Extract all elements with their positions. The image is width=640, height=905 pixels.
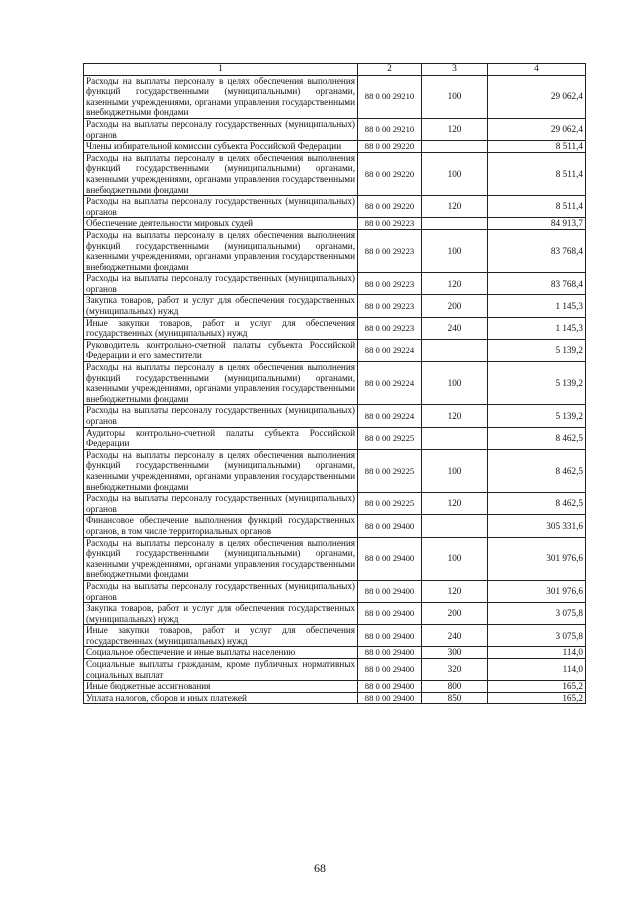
table-row [84,141,586,153]
row-code-cell: 88 0 00 29220 [358,141,422,153]
row-expense-type-cell: 100 [422,229,488,272]
row-amount-cell: 83 768,4 [488,229,586,272]
row-code-cell: 88 0 00 29400 [358,647,422,659]
table-row [84,515,586,537]
row-code-cell: 88 0 00 29400 [358,681,422,693]
row-code-cell: 88 0 00 29400 [358,692,422,704]
row-name-cell: Члены избирательной комиссии субъекта Российской Федерации [84,141,358,153]
header-col-1: 1 [84,64,358,76]
row-expense-type-cell: 100 [422,537,488,580]
row-name-cell: Расходы на выплаты персоналу в целях обеспечения выполнения функций государственными (муниципальными) органами, казенными учреждениями, органами управления государственными внебюджетными фондами [84,362,358,405]
row-amount-cell: 165,2 [488,692,586,704]
row-code-cell: 88 0 00 29223 [358,273,422,295]
row-expense-type-cell: 240 [422,625,488,647]
row-amount-cell: 5 139,2 [488,362,586,405]
row-amount-cell: 301 976,6 [488,537,586,580]
row-expense-type-cell: 100 [422,152,488,195]
row-code-cell: 88 0 00 29220 [358,196,422,218]
row-code-cell: 88 0 00 29225 [358,493,422,515]
row-amount-cell: 29 062,4 [488,75,586,118]
table-row [84,493,586,515]
table-row [84,196,586,218]
row-name-cell: Закупка товаров, работ и услуг для обеспечения государственных (муниципальных) нужд [84,603,358,625]
row-amount-cell: 8 462,5 [488,493,586,515]
row-code-cell: 88 0 00 29400 [358,603,422,625]
row-name-cell: Расходы на выплаты персоналу в целях обеспечения выполнения функций государственными (муниципальными) органами, казенными учреждениями, органами управления государственными внебюджетными фондами [84,152,358,195]
row-amount-cell: 84 913,7 [488,218,586,230]
row-expense-type-cell [422,339,488,361]
row-name-cell: Расходы на выплаты персоналу государственных (муниципальных) органов [84,493,358,515]
row-name-cell: Расходы на выплаты персоналу в целях обеспечения выполнения функций государственными (муниципальными) органами, казенными учреждениями, органами управления государственными внебюджетными фондами [84,449,358,492]
row-name-cell: Финансовое обеспечение выполнения функций государственных органов, в том числе территориальных органов [84,515,358,537]
table-row [84,405,586,427]
row-name-cell: Иные закупки товаров, работ и услуг для обеспечения государственных (муниципальных) нужд [84,317,358,339]
table-row [84,449,586,492]
row-code-cell: 88 0 00 29223 [358,295,422,317]
table-row [84,218,586,230]
row-amount-cell: 165,2 [488,681,586,693]
table-row [84,692,586,704]
row-expense-type-cell: 800 [422,681,488,693]
header-col-2: 2 [358,64,422,76]
row-amount-cell: 8 511,4 [488,141,586,153]
row-expense-type-cell: 320 [422,659,488,681]
row-amount-cell: 8 511,4 [488,152,586,195]
table-body [84,75,586,704]
row-name-cell: Расходы на выплаты персоналу в целях обеспечения выполнения функций государственными (муниципальными) органами, казенными учреждениями, органами управления государственными внебюджетными фондами [84,537,358,580]
row-name-cell: Расходы на выплаты персоналу в целях обеспечения выполнения функций государственными (муниципальными) органами, казенными учреждениями, органами управления государственными внебюджетными фондами [84,75,358,118]
row-amount-cell: 83 768,4 [488,273,586,295]
table-row [84,427,586,449]
row-expense-type-cell: 100 [422,449,488,492]
row-code-cell: 88 0 00 29223 [358,317,422,339]
row-expense-type-cell: 120 [422,273,488,295]
row-code-cell: 88 0 00 29225 [358,427,422,449]
row-code-cell: 88 0 00 29400 [358,659,422,681]
row-code-cell: 88 0 00 29400 [358,580,422,602]
row-name-cell: Расходы на выплаты персоналу государственных (муниципальных) органов [84,196,358,218]
row-name-cell: Расходы на выплаты персоналу государственных (муниципальных) органов [84,118,358,140]
row-name-cell: Обеспечение деятельности мировых судей [84,218,358,230]
row-code-cell: 88 0 00 29210 [358,118,422,140]
row-amount-cell: 305 331,6 [488,515,586,537]
row-expense-type-cell: 120 [422,580,488,602]
row-name-cell: Расходы на выплаты персоналу государственных (муниципальных) органов [84,580,358,602]
row-expense-type-cell: 120 [422,405,488,427]
row-name-cell: Расходы на выплаты персоналу государственных (муниципальных) органов [84,405,358,427]
row-amount-cell: 29 062,4 [488,118,586,140]
row-code-cell: 88 0 00 29223 [358,218,422,230]
table-row [84,295,586,317]
header-col-4: 4 [488,64,586,76]
row-expense-type-cell: 100 [422,75,488,118]
table-row [84,152,586,195]
budget-table [83,63,586,704]
row-name-cell: Аудиторы контрольно-счетной палаты субъекта Российской Федерации [84,427,358,449]
row-code-cell: 88 0 00 29210 [358,75,422,118]
row-expense-type-cell: 850 [422,692,488,704]
row-amount-cell: 5 139,2 [488,339,586,361]
row-code-cell: 88 0 00 29224 [358,405,422,427]
row-code-cell: 88 0 00 29225 [358,449,422,492]
row-name-cell: Социальные выплаты гражданам, кроме публичных нормативных социальных выплат [84,659,358,681]
table-row [84,118,586,140]
row-name-cell: Уплата налогов, сборов и иных платежей [84,692,358,704]
row-expense-type-cell: 200 [422,603,488,625]
row-expense-type-cell [422,427,488,449]
row-expense-type-cell: 240 [422,317,488,339]
document-page [83,63,585,704]
row-name-cell: Руководитель контрольно-счетной палаты субъекта Российской Федерации и его заместители [84,339,358,361]
table-row [84,229,586,272]
row-expense-type-cell: 120 [422,196,488,218]
table-row [84,362,586,405]
row-expense-type-cell: 300 [422,647,488,659]
table-row [84,681,586,693]
row-code-cell: 88 0 00 29400 [358,515,422,537]
row-expense-type-cell: 120 [422,118,488,140]
row-amount-cell: 1 145,3 [488,295,586,317]
row-amount-cell: 5 139,2 [488,405,586,427]
row-code-cell: 88 0 00 29224 [358,339,422,361]
row-amount-cell: 1 145,3 [488,317,586,339]
row-name-cell: Закупка товаров, работ и услуг для обеспечения государственных (муниципальных) нужд [84,295,358,317]
row-expense-type-cell: 100 [422,362,488,405]
row-expense-type-cell [422,515,488,537]
table-row [84,580,586,602]
row-expense-type-cell [422,141,488,153]
row-code-cell: 88 0 00 29400 [358,537,422,580]
row-expense-type-cell: 200 [422,295,488,317]
row-amount-cell: 3 075,8 [488,603,586,625]
row-code-cell: 88 0 00 29220 [358,152,422,195]
row-expense-type-cell [422,218,488,230]
table-row [84,537,586,580]
page-number: 68 [314,861,326,875]
table-row [84,75,586,118]
row-amount-cell: 114,0 [488,659,586,681]
row-amount-cell: 8 511,4 [488,196,586,218]
table-row [84,625,586,647]
table-row [84,339,586,361]
table-row [84,317,586,339]
table-row [84,603,586,625]
row-amount-cell: 8 462,5 [488,449,586,492]
row-amount-cell: 3 075,8 [488,625,586,647]
row-name-cell: Расходы на выплаты персоналу государственных (муниципальных) органов [84,273,358,295]
row-amount-cell: 301 976,6 [488,580,586,602]
row-code-cell: 88 0 00 29224 [358,362,422,405]
row-code-cell: 88 0 00 29400 [358,625,422,647]
table-row [84,273,586,295]
row-amount-cell: 8 462,5 [488,427,586,449]
row-amount-cell: 114,0 [488,647,586,659]
table-header-row [84,64,586,76]
table-row [84,659,586,681]
row-name-cell: Иные бюджетные ассигнования [84,681,358,693]
row-expense-type-cell: 120 [422,493,488,515]
header-col-3: 3 [422,64,488,76]
row-name-cell: Расходы на выплаты персоналу в целях обеспечения выполнения функций государственными (муниципальными) органами, казенными учреждениями, органами управления государственными внебюджетными фондами [84,229,358,272]
row-code-cell: 88 0 00 29223 [358,229,422,272]
table-row [84,647,586,659]
row-name-cell: Социальное обеспечение и иные выплаты населению [84,647,358,659]
row-name-cell: Иные закупки товаров, работ и услуг для обеспечения государственных (муниципальных) нужд [84,625,358,647]
